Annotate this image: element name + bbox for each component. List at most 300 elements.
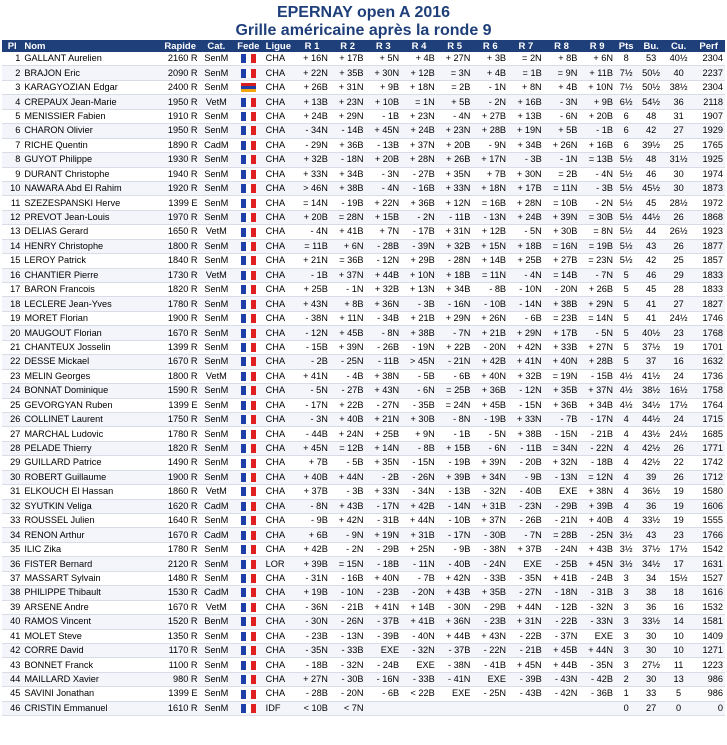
round-result: + 36B: [401, 196, 437, 210]
table-row: [2, 326, 725, 340]
rating-cell: 1900 R: [161, 470, 200, 484]
round-result: + 32B: [366, 283, 402, 297]
place-cell: 33: [2, 514, 22, 528]
performance-cell: 1771: [692, 441, 725, 455]
points-cell: 4: [615, 412, 637, 426]
round-result: + 38B: [330, 181, 366, 195]
place-cell: 29: [2, 456, 22, 470]
league-cell: CHA: [264, 615, 295, 629]
table-row: [2, 485, 725, 499]
player-name: MORET Florian: [22, 311, 160, 325]
points-cell: 5: [615, 355, 637, 369]
points-cell: 3: [615, 586, 637, 600]
points-cell: 4: [615, 456, 637, 470]
place-cell: 8: [2, 153, 22, 167]
round-result: - 32N: [401, 643, 437, 657]
round-result: - 20N: [544, 283, 580, 297]
round-result: - 37N: [544, 629, 580, 643]
round-result: - 20N: [472, 340, 508, 354]
france-flag-icon: [241, 285, 256, 294]
player-name: MAILLARD Xavier: [22, 672, 160, 686]
round-result: - 17B: [401, 225, 437, 239]
round-result: EXE: [437, 687, 473, 701]
round-result: - 18B: [366, 557, 402, 571]
category-cell: SenM: [200, 283, 234, 297]
table-row: [2, 398, 725, 412]
place-cell: 6: [2, 124, 22, 138]
round-result: - 2B: [294, 355, 330, 369]
federation-cell: [233, 672, 264, 686]
performance-cell: 1701: [692, 340, 725, 354]
player-name: SZEZESPANSKI Herve: [22, 196, 160, 210]
points-cell: 5: [615, 297, 637, 311]
player-name: LEROY Patrick: [22, 254, 160, 268]
round-result: - 21N: [544, 514, 580, 528]
france-flag-icon: [241, 54, 256, 63]
player-name: HENRY Christophe: [22, 239, 160, 253]
round-result: - 29N: [294, 138, 330, 152]
performance-cell: 1223: [692, 658, 725, 672]
buchholz-cell: 54½: [637, 95, 664, 109]
rating-cell: 1820 R: [161, 441, 200, 455]
cumulative-cell: 16½: [665, 384, 692, 398]
page-subtitle: Grille américaine après la ronde 9: [235, 22, 492, 39]
round-result: - 43B: [508, 687, 544, 701]
federation-cell: [233, 196, 264, 210]
round-result: = 25B: [437, 384, 473, 398]
round-result: + 35B: [330, 66, 366, 80]
round-result: + 36B: [544, 398, 580, 412]
round-result: - 20N: [330, 687, 366, 701]
round-result: + 22N: [366, 196, 402, 210]
player-name: CREPAUX Jean-Marie: [22, 95, 160, 109]
round-result: - 43N: [544, 672, 580, 686]
rating-cell: 1750 R: [161, 412, 200, 426]
rating-cell: 1730 R: [161, 268, 200, 282]
category-cell: SenM: [200, 52, 234, 66]
league-cell: CHA: [264, 326, 295, 340]
france-flag-icon: [241, 415, 256, 424]
table-row: [2, 557, 725, 571]
france-flag-icon: [241, 675, 256, 684]
cumulative-cell: 36: [665, 95, 692, 109]
france-flag-icon: [241, 502, 256, 511]
round-result: - 40N: [401, 629, 437, 643]
round-result: + 7B: [294, 456, 330, 470]
league-cell: CHA: [264, 153, 295, 167]
rating-cell: 2400 R: [161, 80, 200, 94]
buchholz-cell: 43½: [637, 427, 664, 441]
round-result: + 28B: [472, 124, 508, 138]
table-row: [2, 181, 725, 195]
player-name: PELADE Thierry: [22, 441, 160, 455]
federation-cell: [233, 398, 264, 412]
round-result: - 31B: [366, 514, 402, 528]
table-row: [2, 297, 725, 311]
round-result: + 4B: [472, 66, 508, 80]
table-row: [2, 384, 725, 398]
round-result: + 36B: [472, 384, 508, 398]
place-cell: 2: [2, 66, 22, 80]
france-flag-icon: [241, 386, 256, 395]
performance-cell: 1542: [692, 542, 725, 556]
points-cell: 5½: [615, 225, 637, 239]
cumulative-cell: 30: [665, 167, 692, 181]
buchholz-cell: 37½: [637, 542, 664, 556]
round-result: + 30B: [401, 412, 437, 426]
place-cell: 34: [2, 528, 22, 542]
round-result: + 22N: [294, 66, 330, 80]
france-flag-icon: [241, 661, 256, 670]
cumulative-cell: 11: [665, 658, 692, 672]
cumulative-cell: 5: [665, 687, 692, 701]
place-cell: 16: [2, 268, 22, 282]
cumulative-cell: 25: [665, 254, 692, 268]
france-flag-icon: [241, 170, 256, 179]
rating-cell: 2090 R: [161, 66, 200, 80]
player-name: CHANTEUX Josselin: [22, 340, 160, 354]
round-result: - 21B: [508, 643, 544, 657]
round-result: - 36B: [579, 687, 615, 701]
category-cell: SenM: [200, 571, 234, 585]
round-result: = 2B: [437, 80, 473, 94]
round-result: - 15B: [579, 369, 615, 383]
category-cell: SenM: [200, 109, 234, 123]
round-result: - 10B: [472, 297, 508, 311]
points-cell: 6: [615, 109, 637, 123]
category-cell: BenM: [200, 615, 234, 629]
round-result: - 11B: [437, 210, 473, 224]
league-cell: CHA: [264, 528, 295, 542]
rating-cell: 1670 R: [161, 355, 200, 369]
table-row: [2, 283, 725, 297]
france-flag-icon: [241, 228, 256, 237]
round-result: + 40B: [579, 514, 615, 528]
round-result: - 7B: [544, 412, 580, 426]
federation-cell: [233, 701, 264, 715]
table-row: [2, 615, 725, 629]
france-flag-icon: [241, 704, 256, 713]
round-result: - 11B: [366, 355, 402, 369]
rating-cell: 1840 R: [161, 254, 200, 268]
place-cell: 31: [2, 485, 22, 499]
cumulative-cell: 26: [665, 470, 692, 484]
points-cell: 5: [615, 283, 637, 297]
round-result: + 35N: [366, 456, 402, 470]
buchholz-cell: 44: [637, 225, 664, 239]
round-result: - 12B: [544, 600, 580, 614]
round-result: + 33N: [366, 485, 402, 499]
round-result: - 8N: [294, 499, 330, 513]
category-cell: CadM: [200, 499, 234, 513]
round-result: + 31N: [437, 225, 473, 239]
federation-cell: [233, 254, 264, 268]
federation-cell: [233, 528, 264, 542]
round-result: + 34B: [437, 283, 473, 297]
table-row: [2, 672, 725, 686]
league-cell: CHA: [264, 210, 295, 224]
place-cell: 44: [2, 672, 22, 686]
buchholz-cell: 27: [637, 701, 664, 715]
round-result: - 44B: [294, 427, 330, 441]
round-result: - 3B: [508, 153, 544, 167]
round-result: - 7N: [437, 326, 473, 340]
points-cell: 6½: [615, 95, 637, 109]
rating-cell: 1800 R: [161, 239, 200, 253]
buchholz-cell: 33½: [637, 615, 664, 629]
round-result: - 14N: [508, 297, 544, 311]
place-cell: 1: [2, 52, 22, 66]
round-result: EXE: [544, 485, 580, 499]
column-header: R 4: [401, 40, 437, 52]
place-cell: 23: [2, 369, 22, 383]
league-cell: CHA: [264, 412, 295, 426]
round-result: = 28B: [544, 528, 580, 542]
round-result: - 22B: [508, 629, 544, 643]
buchholz-cell: 41½: [637, 369, 664, 383]
place-cell: 3: [2, 80, 22, 94]
rating-cell: 1610 R: [161, 701, 200, 715]
federation-cell: [233, 514, 264, 528]
round-result: + 31N: [508, 615, 544, 629]
league-cell: IDF: [264, 701, 295, 715]
round-result: + 9N: [401, 427, 437, 441]
place-cell: 12: [2, 210, 22, 224]
player-name: CRISTIN Emmanuel: [22, 701, 160, 715]
cumulative-cell: 0: [665, 701, 692, 715]
category-cell: SenM: [200, 672, 234, 686]
round-result: + 12B: [401, 66, 437, 80]
round-result: - 35N: [294, 643, 330, 657]
round-result: - 17N: [294, 398, 330, 412]
league-cell: CHA: [264, 283, 295, 297]
round-result: - 1N: [330, 283, 366, 297]
cumulative-cell: 28: [665, 283, 692, 297]
round-result: + 10N: [579, 80, 615, 94]
round-result: - 19B: [437, 456, 473, 470]
buchholz-cell: 38½: [637, 384, 664, 398]
table-row: [2, 52, 725, 66]
round-result: - 12N: [508, 384, 544, 398]
performance-cell: 2304: [692, 80, 725, 94]
round-result: EXE: [508, 557, 544, 571]
federation-cell: [233, 485, 264, 499]
league-cell: CHA: [264, 181, 295, 195]
round-result: + 5B: [544, 124, 580, 138]
france-flag-icon: [241, 603, 256, 612]
round-result: - 27N: [366, 398, 402, 412]
place-cell: 13: [2, 225, 22, 239]
player-name: CHANTIER Pierre: [22, 268, 160, 282]
round-result: + 41N: [294, 369, 330, 383]
performance-cell: 1768: [692, 326, 725, 340]
round-result: + 11N: [330, 311, 366, 325]
performance-cell: 1877: [692, 239, 725, 253]
round-result: + 37B: [508, 542, 544, 556]
round-result: - 39N: [401, 239, 437, 253]
round-result: - 23B: [472, 615, 508, 629]
round-result: + 39N: [330, 340, 366, 354]
round-result: + 35B: [472, 586, 508, 600]
rating-cell: 1530 R: [161, 586, 200, 600]
cumulative-cell: 17: [665, 557, 692, 571]
france-flag-icon: [241, 199, 256, 208]
round-result: + 42B: [472, 355, 508, 369]
points-cell: 8: [615, 52, 637, 66]
points-cell: 3: [615, 600, 637, 614]
table-row: [2, 225, 725, 239]
points-cell: 3: [615, 643, 637, 657]
federation-cell: [233, 124, 264, 138]
category-cell: CadM: [200, 586, 234, 600]
table-row: [2, 687, 725, 701]
place-cell: 32: [2, 499, 22, 513]
round-result: + 38B: [401, 326, 437, 340]
buchholz-cell: 42: [637, 254, 664, 268]
round-result: + 18B: [437, 268, 473, 282]
round-result: EXE: [401, 658, 437, 672]
buchholz-cell: 37½: [637, 340, 664, 354]
france-flag-icon: [241, 69, 256, 78]
league-cell: CHA: [264, 441, 295, 455]
round-result: + 42N: [330, 514, 366, 528]
round-result: - 22N: [579, 441, 615, 455]
federation-cell: [233, 643, 264, 657]
buchholz-cell: 41: [637, 297, 664, 311]
place-cell: 43: [2, 658, 22, 672]
federation-cell: [233, 167, 264, 181]
player-name: RICHE Quentin: [22, 138, 160, 152]
buchholz-cell: 48: [637, 153, 664, 167]
league-cell: CHA: [264, 499, 295, 513]
round-result: - 8B: [472, 283, 508, 297]
federation-cell: [233, 369, 264, 383]
round-result: [366, 701, 402, 715]
round-result: + 5B: [437, 95, 473, 109]
table-row: [2, 427, 725, 441]
performance-cell: 1712: [692, 470, 725, 484]
round-result: + 39B: [294, 557, 330, 571]
round-result: - 20B: [508, 456, 544, 470]
round-result: + 22B: [437, 340, 473, 354]
round-result: + 26B: [579, 283, 615, 297]
round-result: - 27N: [508, 586, 544, 600]
round-result: + 27N: [579, 340, 615, 354]
place-cell: 22: [2, 355, 22, 369]
round-result: - 13N: [544, 470, 580, 484]
round-result: - 24B: [366, 658, 402, 672]
buchholz-cell: 33: [637, 687, 664, 701]
round-result: = 12B: [330, 441, 366, 455]
round-result: - 3B: [579, 181, 615, 195]
category-cell: SenM: [200, 196, 234, 210]
round-result: + 42B: [401, 499, 437, 513]
round-result: + 32N: [544, 456, 580, 470]
cumulative-cell: 25: [665, 138, 692, 152]
round-result: + 19N: [366, 528, 402, 542]
points-cell: 3½: [615, 542, 637, 556]
round-result: + 4B: [544, 80, 580, 94]
round-result: + 35B: [544, 384, 580, 398]
place-cell: 4: [2, 95, 22, 109]
league-cell: CHA: [264, 268, 295, 282]
round-result: - 2N: [330, 542, 366, 556]
category-cell: SenM: [200, 427, 234, 441]
rating-cell: 2120 R: [161, 557, 200, 571]
round-result: - 40B: [508, 485, 544, 499]
federation-cell: [233, 95, 264, 109]
federation-cell: [233, 427, 264, 441]
round-result: - 9B: [508, 470, 544, 484]
france-flag-icon: [241, 487, 256, 496]
round-result: + 6N: [330, 239, 366, 253]
performance-cell: 1923: [692, 225, 725, 239]
round-result: + 36N: [366, 297, 402, 311]
place-cell: 14: [2, 239, 22, 253]
points-cell: 3: [615, 658, 637, 672]
points-cell: 3: [615, 615, 637, 629]
round-result: = 28N: [330, 210, 366, 224]
buchholz-cell: 48: [637, 109, 664, 123]
cumulative-cell: 26½: [665, 225, 692, 239]
league-cell: LOR: [264, 557, 295, 571]
federation-cell: [233, 586, 264, 600]
points-cell: 3: [615, 629, 637, 643]
cumulative-cell: 24½: [665, 311, 692, 325]
column-header: Fede: [233, 40, 264, 52]
performance-cell: 1736: [692, 369, 725, 383]
round-result: - 4N: [366, 181, 402, 195]
points-cell: 5½: [615, 254, 637, 268]
round-result: = 11B: [294, 239, 330, 253]
rating-cell: 1780 R: [161, 427, 200, 441]
buchholz-cell: 42½: [637, 456, 664, 470]
round-result: + 38N: [579, 485, 615, 499]
round-result: + 20B: [579, 109, 615, 123]
performance-cell: 1555: [692, 514, 725, 528]
round-result: - 32N: [330, 658, 366, 672]
points-cell: 5½: [615, 196, 637, 210]
category-cell: SenM: [200, 167, 234, 181]
round-result: + 6N: [579, 52, 615, 66]
player-name: CHARON Olivier: [22, 124, 160, 138]
round-result: + 29N: [508, 326, 544, 340]
federation-cell: [233, 52, 264, 66]
player-name: DESSE Mickael: [22, 355, 160, 369]
round-result: + 45B: [472, 398, 508, 412]
cumulative-cell: 18: [665, 586, 692, 600]
round-result: + 45N: [366, 124, 402, 138]
round-result: = 36B: [330, 254, 366, 268]
round-result: - 15N: [401, 456, 437, 470]
round-result: - 41B: [472, 658, 508, 672]
buchholz-cell: 34½: [637, 557, 664, 571]
round-result: = 34N: [544, 441, 580, 455]
buchholz-cell: 43: [637, 528, 664, 542]
round-result: = 2B: [544, 167, 580, 181]
round-result: + 43N: [366, 384, 402, 398]
round-result: + 31N: [330, 80, 366, 94]
column-header: Cat.: [200, 40, 234, 52]
cumulative-cell: 10: [665, 643, 692, 657]
player-name: MAUGOUT Florian: [22, 326, 160, 340]
round-result: - 37B: [366, 615, 402, 629]
place-cell: 39: [2, 600, 22, 614]
league-cell: CHA: [264, 95, 295, 109]
france-flag-icon: [241, 314, 256, 323]
category-cell: SenM: [200, 254, 234, 268]
category-cell: SenM: [200, 239, 234, 253]
